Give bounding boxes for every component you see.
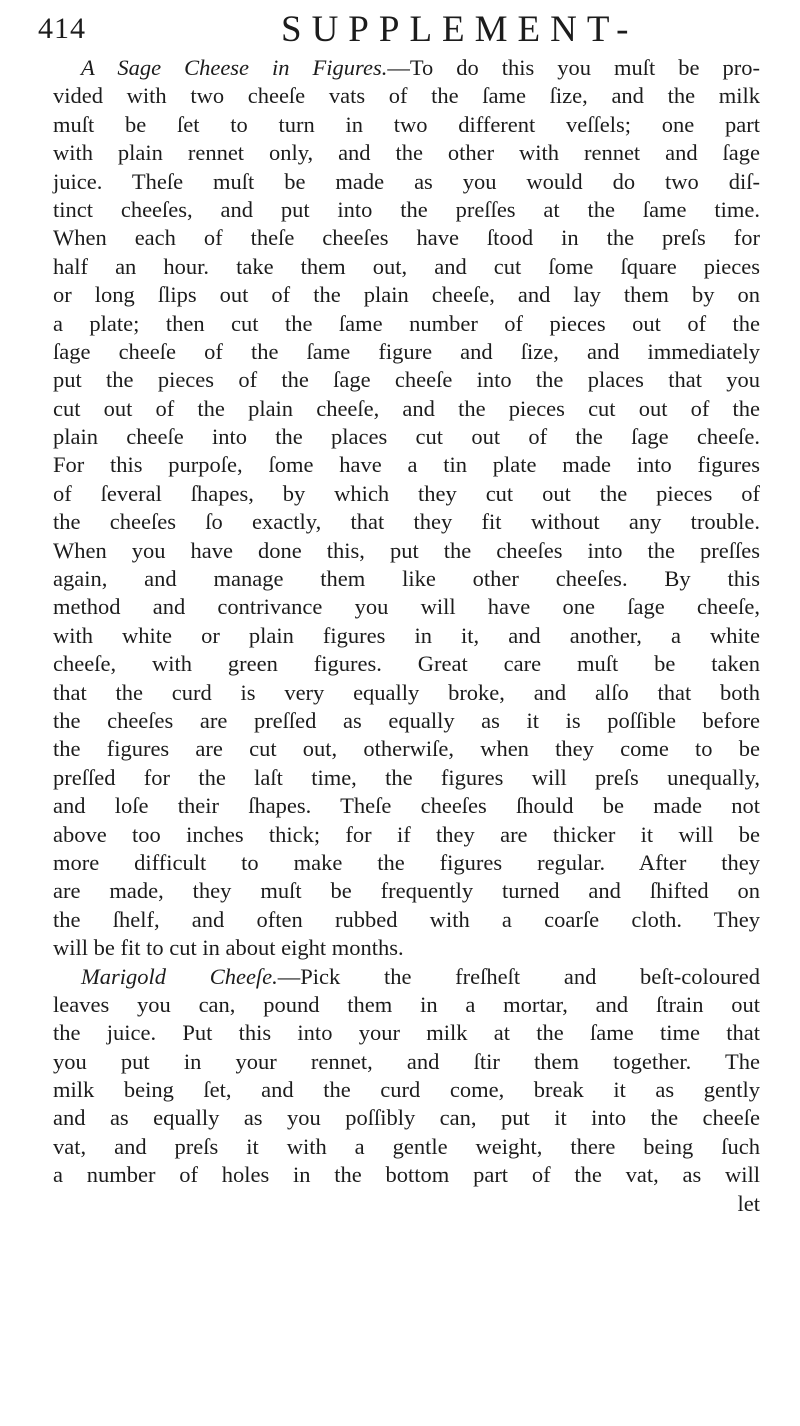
text-line: and as equally as you poſſibly can, put it into the cheeſe <box>53 1105 760 1131</box>
text-line: When you have done this, put the cheeſes into the preſſes <box>53 537 760 563</box>
text-line: method and contrivance you will have one ſage cheeſe, <box>53 594 760 620</box>
text-line: a number of holes in the bottom part of the vat, as will <box>53 1162 760 1188</box>
text-line: vat, and preſs it with a gentle weight, there being ſuch <box>53 1133 760 1159</box>
text-line: —To do this you muſt be pro- <box>387 55 760 80</box>
text-line: with white or plain figures in it, and another, a white <box>53 622 760 648</box>
text-line: muſt be ſet to turn in two different veſſels; one part <box>53 111 760 137</box>
text-line: leaves you can, pound them in a mortar, and ſtrain out <box>53 991 760 1017</box>
paragraph-first-line <box>53 54 760 82</box>
text-line: —Pick the freſheſt and beſt-coloured <box>277 963 760 989</box>
recipe-heading: A Sage Cheese in Figures. <box>81 55 388 80</box>
running-title: SUPPLEMENT- <box>281 9 639 50</box>
text-line: half an hour. take them out, and cut ſome ſquare pieces <box>53 253 760 279</box>
text-line: juice. Theſe muſt be made as you would do two diſ- <box>53 168 760 194</box>
text-line: above too inches thick; for if they are thicker it will be <box>53 821 760 847</box>
text-line: and loſe their ſhapes. Theſe cheeſes ſhould be made not <box>53 793 760 819</box>
text-line: tinct cheeſes, and put into the preſſes at the ſame time. <box>53 196 760 222</box>
text-line: that the curd is very equally broke, and alſo that both <box>53 679 760 705</box>
text-line: or long ſlips out of the plain cheeſe, and lay them by on <box>53 282 760 308</box>
text-line: preſſed for the laſt time, the figures will preſs unequally, <box>53 764 760 790</box>
text-line: ſage cheeſe of the ſame figure and ſize, and immediately <box>53 338 760 364</box>
text-line: will be fit to cut in about eight months. <box>53 935 404 961</box>
recipe-heading: Marigold Cheeſe. <box>81 963 278 989</box>
text-line: the cheeſes are preſſed as equally as it is poſſible before <box>53 707 760 733</box>
text-line: put the pieces of the ſage cheeſe into the places that you <box>53 367 760 393</box>
text-line: vided with two cheeſe vats of the ſame ſize, and the milk <box>53 83 760 109</box>
text-line: a plate; then cut the ſame number of pieces out of the <box>53 310 760 336</box>
text-line: cut out of the plain cheeſe, and the pieces cut out of the <box>53 395 760 421</box>
text-line: milk being ſet, and the curd come, break it as gently <box>53 1077 760 1103</box>
text-line: the juice. Put this into your milk at the ſame time that <box>53 1020 760 1046</box>
text-body <box>53 54 760 1218</box>
text-line: more difficult to make the figures regular. After they <box>53 849 760 875</box>
page-number: 414 <box>38 12 86 45</box>
text-line: the ſhelf, and often rubbed with a coarſe cloth. They <box>53 906 760 932</box>
text-line: again, and manage them like other cheeſes. By this <box>53 566 760 592</box>
text-line: are made, they muſt be frequently turned and ſhifted on <box>53 878 760 904</box>
paragraph-first-line <box>53 963 760 991</box>
text-line: with plain rennet only, and the other with rennet and ſage <box>53 140 760 166</box>
text-line: the figures are cut out, otherwiſe, when they come to be <box>53 736 760 762</box>
catchword: let <box>737 1190 760 1216</box>
text-line: of ſeveral ſhapes, by which they cut out the pieces of <box>53 480 760 506</box>
text-line: you put in your rennet, and ſtir them together. The <box>53 1048 760 1074</box>
text-line: cheeſe, with green figures. Great care muſt be taken <box>53 651 760 677</box>
running-head <box>38 6 758 50</box>
text-line: plain cheeſe into the places cut out of the ſage cheeſe. <box>53 424 760 450</box>
text-line: When each of theſe cheeſes have ſtood in the preſs for <box>53 225 760 251</box>
text-line: For this purpoſe, ſome have a tin plate made into figures <box>53 452 760 478</box>
text-line: the cheeſes ſo exactly, that they fit without any trouble. <box>53 509 760 535</box>
